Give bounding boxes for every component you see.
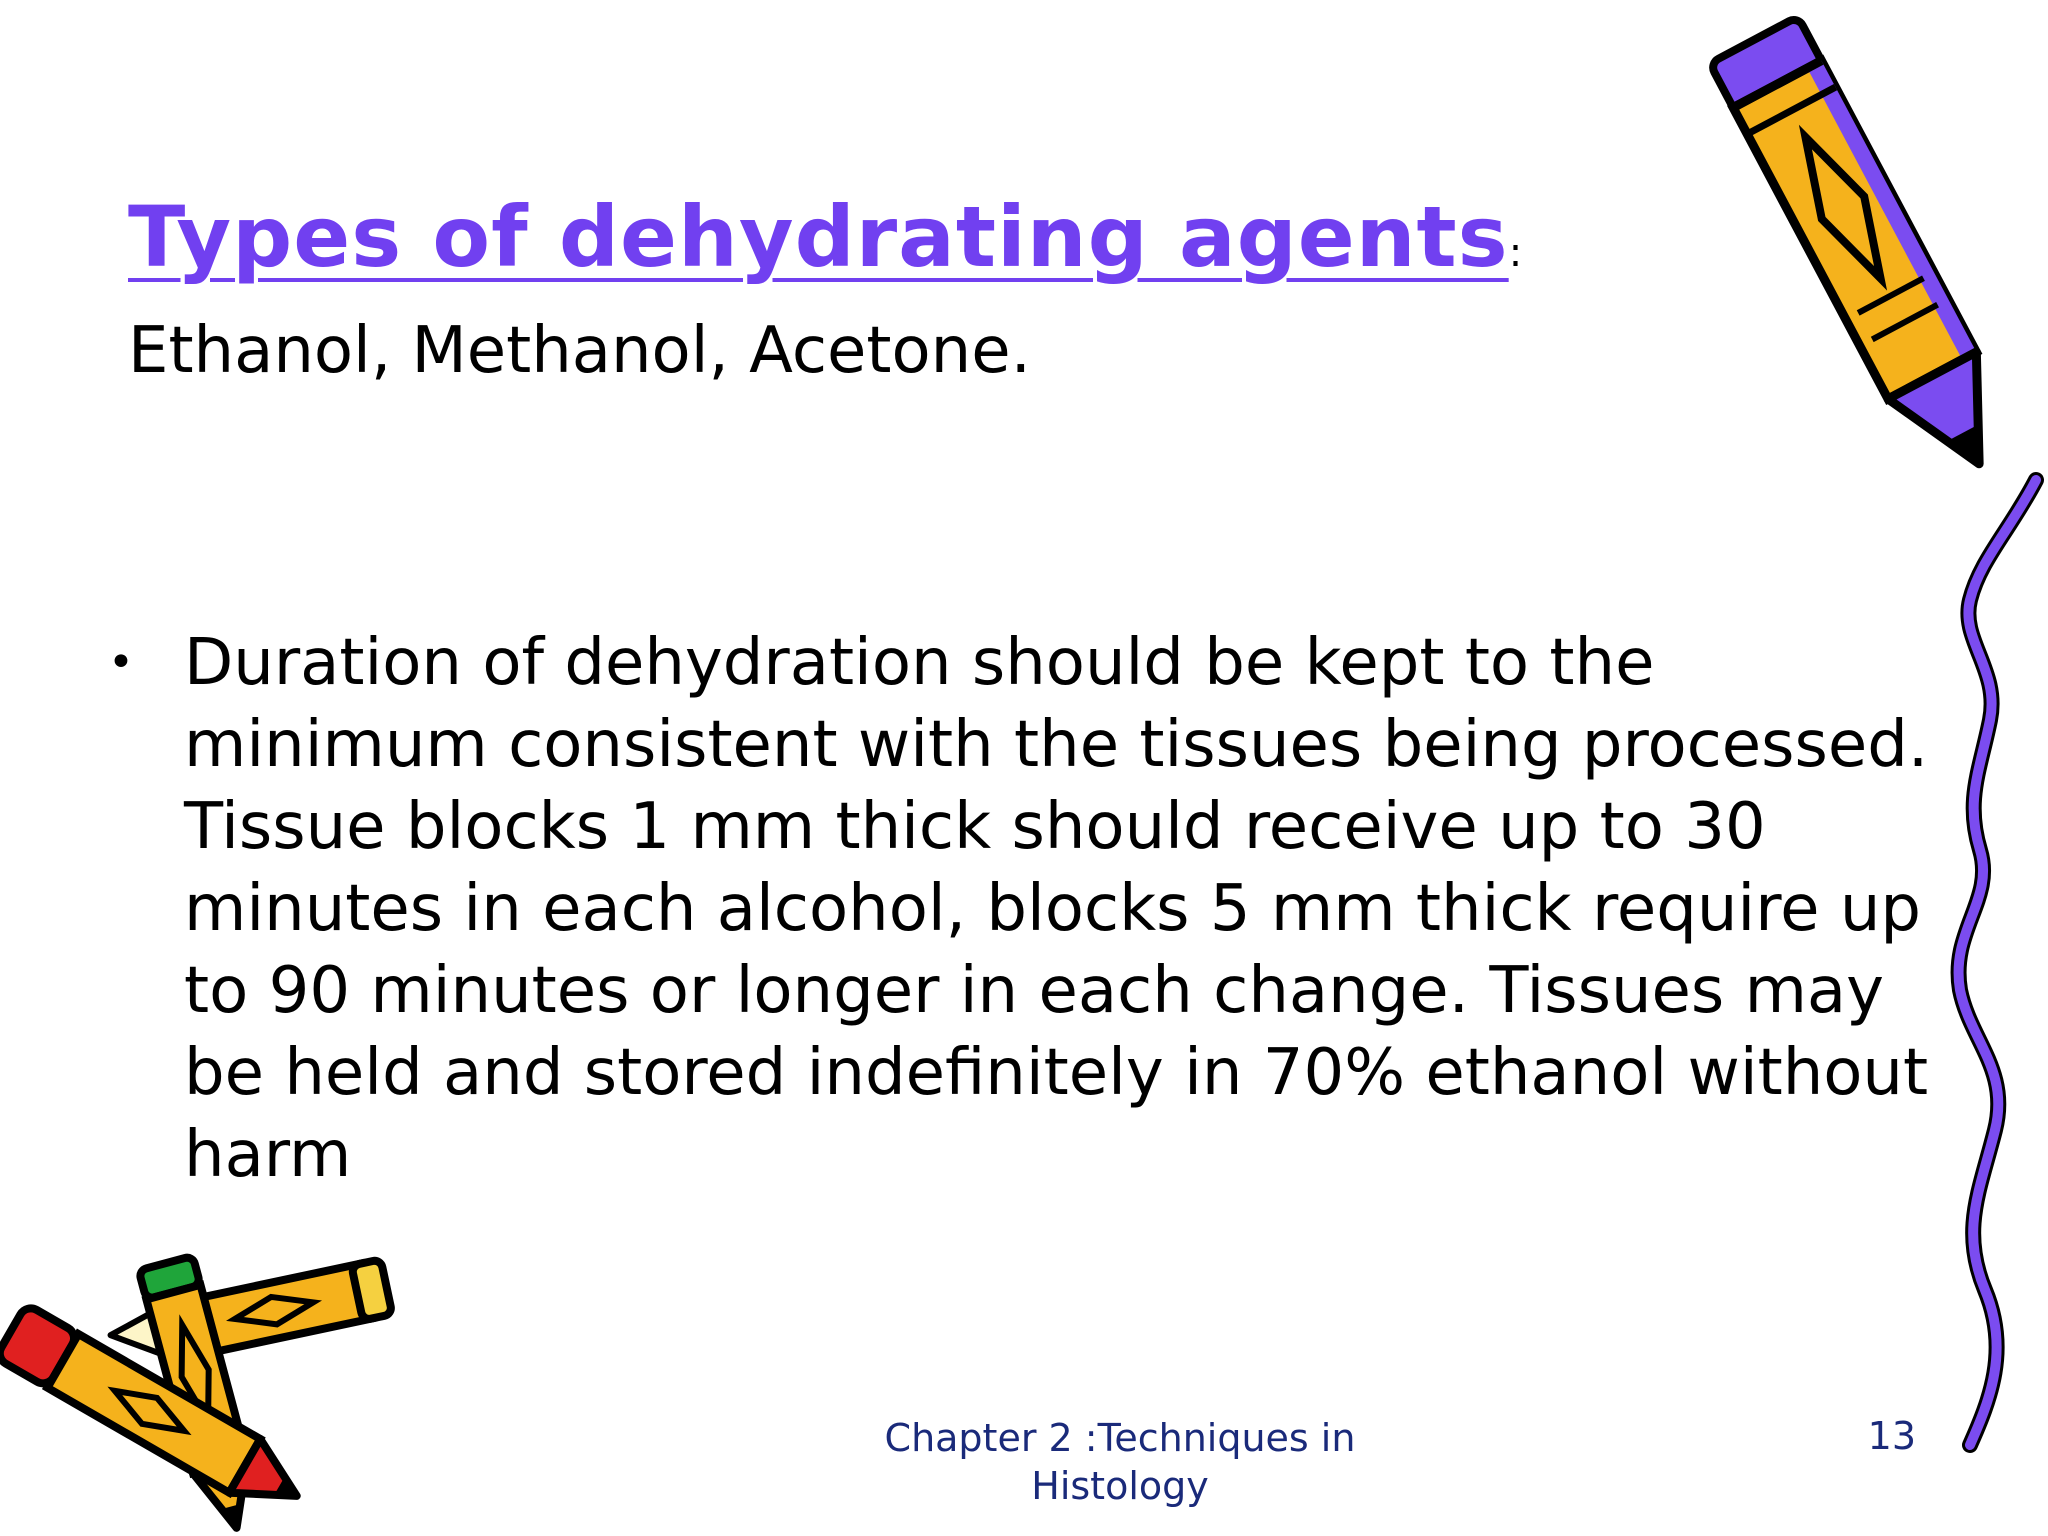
slide-title: Types of dehydrating agents	[128, 188, 1509, 286]
page-number: 13	[1867, 1414, 1916, 1458]
footer-chapter-line1: Chapter 2 :Techniques in	[884, 1416, 1356, 1460]
title-block	[128, 188, 1522, 286]
pencil-icon	[1720, 0, 2020, 500]
crossed-pencils-icon	[0, 1230, 420, 1536]
bullet-symbol: •	[108, 637, 134, 688]
footer-chapter-line2: Histology	[1031, 1464, 1209, 1508]
footer-chapter	[880, 1414, 1360, 1510]
bullet-item	[108, 622, 1944, 1196]
squiggle-line	[1940, 470, 2048, 1460]
bullet-list	[108, 622, 1929, 1196]
title-colon: :	[1508, 230, 1523, 276]
bullet-text: Duration of dehydration should be kept to the minimum consistent with the tissues being processed. Tissue blocks 1 mm thick should receive up to 30 minutes in each alcohol, blocks 5 mm thick require up to 90 minutes or longer in each change. Tissues may be held and stored indefinitely in 70% ethanol without harm	[184, 626, 1929, 1192]
agents-list: Ethanol, Methanol, Acetone.	[128, 314, 1031, 388]
